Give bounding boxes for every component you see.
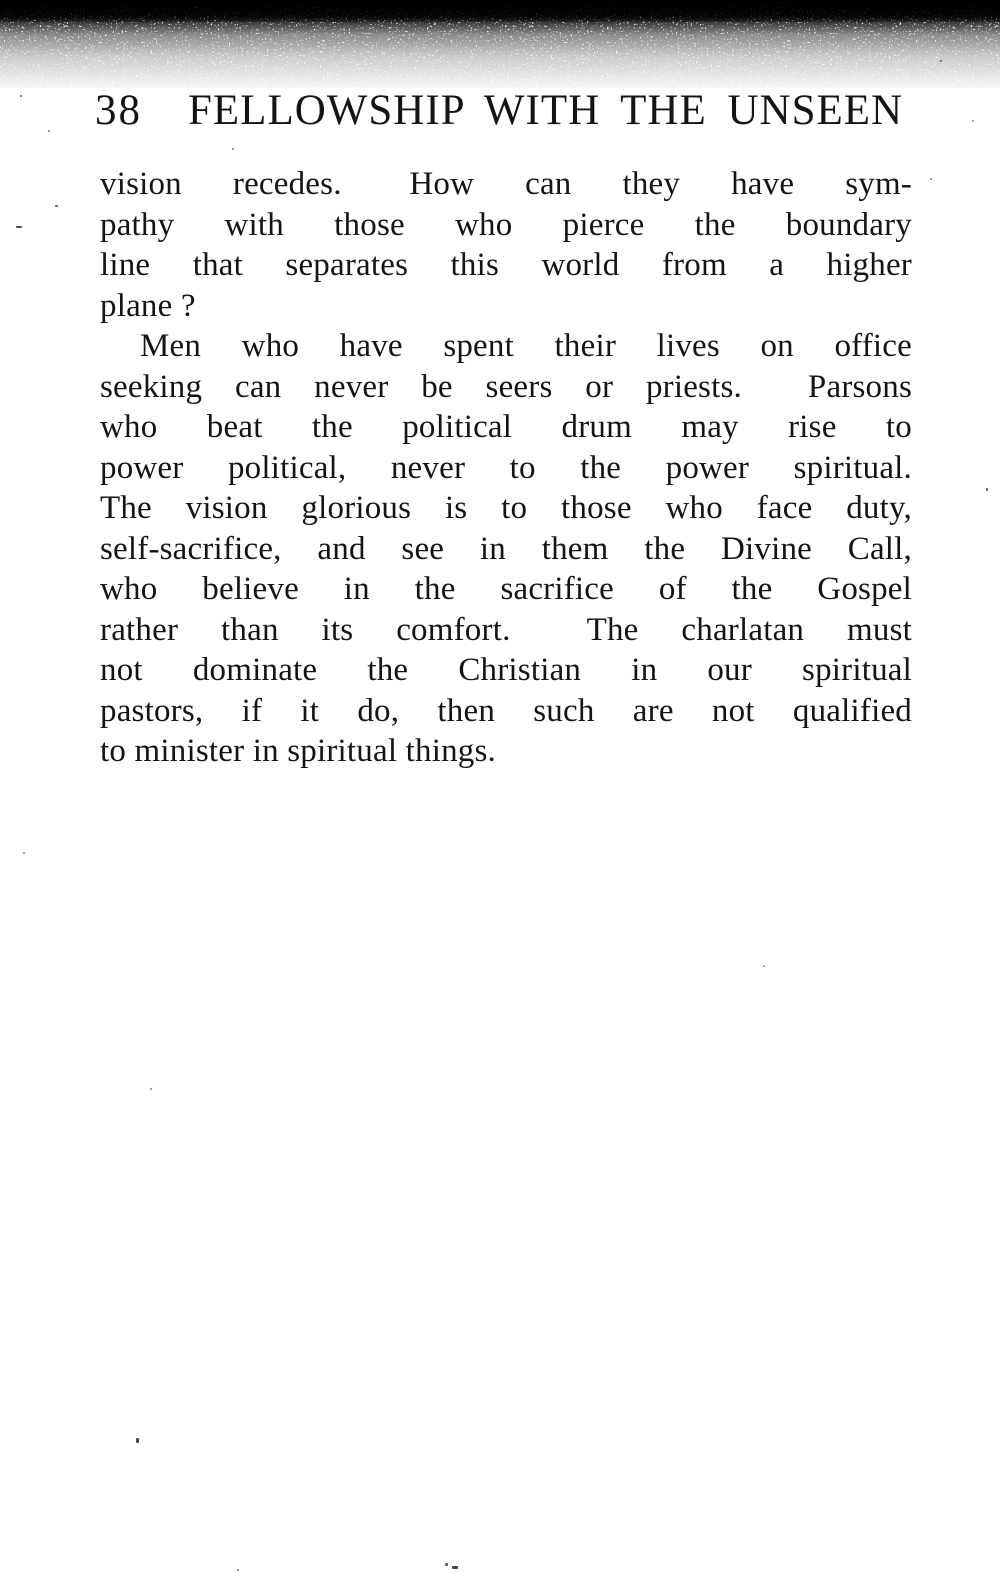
text-line: power political, never to the power spiritual. [100, 449, 912, 486]
text-line: vision recedes. How can they have sym- [100, 166, 912, 202]
text-line: not dominate the Christian in our spiritual [100, 652, 912, 688]
text-line: plane ? [100, 287, 196, 324]
scan-speck [150, 1088, 152, 1090]
scan-speck [16, 226, 22, 228]
scan-speck [55, 205, 58, 207]
scan-speck [986, 488, 988, 491]
scan-noise-band [0, 0, 1000, 88]
text-line: pastors, if it do, then such are not qualified [100, 692, 912, 729]
page-number: 38 [95, 87, 142, 134]
text-line: line that separates this world from a higher [100, 247, 912, 283]
page-header [95, 86, 935, 135]
text-line: pathy with those who pierce the boundary [100, 206, 912, 243]
scan-speck [136, 1438, 139, 1443]
scan-speck [452, 1566, 458, 1569]
text-line: self-sacrifice, and see in them the Divine Call, [100, 530, 912, 567]
text-line: The vision glorious is to those who face duty, [100, 490, 912, 526]
text-line: rather than its comfort. The charlatan must [100, 611, 912, 648]
scan-speck [48, 130, 50, 132]
text-line: who beat the political drum may rise to [100, 409, 912, 445]
scan-speck [23, 852, 25, 854]
scan-speck [20, 95, 22, 97]
text-line: seeking can never be seers or priests. Parsons [100, 368, 912, 405]
scan-speck [972, 120, 974, 122]
text-line: to minister in spiritual things. [100, 733, 496, 769]
scan-speck [930, 178, 932, 180]
page-body [100, 164, 912, 772]
scan-speck [237, 1569, 239, 1571]
scan-speck [445, 1563, 448, 1566]
scan-speck [232, 148, 234, 150]
running-title: FELLOWSHIP WITH THE UNSEEN [188, 87, 904, 134]
text-line: Men who have spent their lives on office [140, 328, 912, 364]
scan-speck [940, 60, 942, 62]
text-line: who believe in the sacrifice of the Gospel [100, 571, 912, 607]
scan-speck [763, 965, 765, 967]
